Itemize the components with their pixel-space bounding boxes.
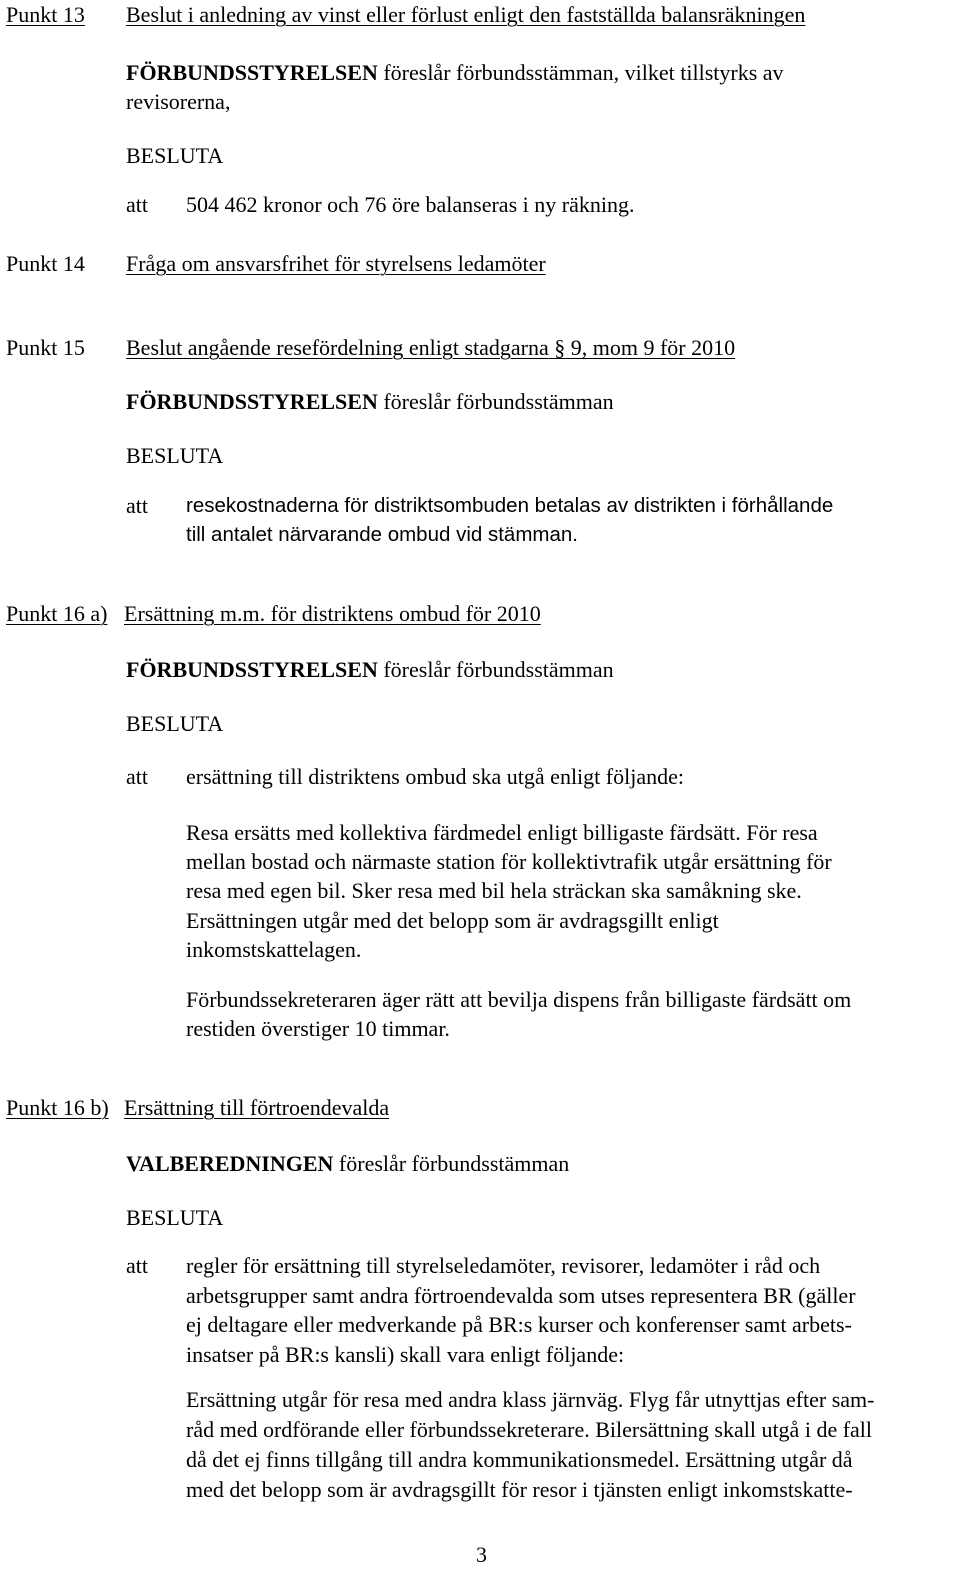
punkt-16a-title: Ersättning m.m. för distriktens ombud för 2010 xyxy=(124,601,541,626)
punkt-15-title xyxy=(126,333,735,362)
punkt-13-title: Beslut i anledning av vinst eller förlust enligt den fastställda balansräkningen xyxy=(126,2,806,27)
page-number: 3 xyxy=(476,1542,487,1567)
punkt-15-line-2: till antalet närvarande ombud vid stämman. xyxy=(186,523,578,546)
punkt-15-att: att xyxy=(126,493,148,518)
punkt-14-title: Fråga om ansvarsfrihet för styrelsens ledamöter xyxy=(126,251,546,276)
punkt-13-att: att xyxy=(126,192,148,217)
punkt-13-label: Punkt 13 xyxy=(6,2,85,27)
paragraph-line: insatser på BR:s kansli) skall vara enligt följande: xyxy=(186,1342,625,1367)
paragraph-line: råd med ordförande eller förbundssekreterare. Bilersättning skall utgå i de fall xyxy=(186,1417,873,1442)
proposal-text: föreslår förbundsstämman xyxy=(383,389,614,414)
paragraph-line: inkomstskattelagen. xyxy=(186,937,362,962)
punkt-15-proposal xyxy=(126,387,614,416)
paragraph-line: då det ej finns tillgång till andra kommunikationsmedel. Ersättning utgår då xyxy=(186,1447,853,1472)
punkt-16a-proposal xyxy=(126,655,614,684)
paragraph-line: regler för ersättning till styrelseledamöter, revisorer, ledamöter i råd och xyxy=(186,1253,821,1278)
punkt-16a-decide: BESLUTA xyxy=(126,711,224,736)
punkt-13-proposal-cont: revisorerna, xyxy=(126,89,231,114)
paragraph-line: mellan bostad och närmaste station för kollektivtrafik utgår ersättning för xyxy=(186,849,832,874)
punkt-16b-att: att xyxy=(126,1253,148,1278)
punkt-15-decide: BESLUTA xyxy=(126,443,224,468)
paragraph-line: Förbundssekreteraren äger rätt att bevilja dispens från billigaste färdsätt om xyxy=(186,987,852,1012)
punkt-16a-label: Punkt 16 a) xyxy=(6,601,108,626)
paragraph-line: arbetsgrupper samt andra förtroendevalda som utses representera BR (gäller xyxy=(186,1283,856,1308)
section-sign: § xyxy=(554,335,566,360)
proposal-text: föreslår förbundsstämman xyxy=(338,1151,570,1176)
punkt-16a-att: att xyxy=(126,764,148,789)
paragraph-line: restiden överstiger 10 timmar. xyxy=(186,1016,450,1041)
board-name: FÖRBUNDSSTYRELSEN xyxy=(126,389,378,414)
punkt-16a-text: ersättning till distriktens ombud ska utgå enligt följande: xyxy=(186,764,684,789)
paragraph-line: Ersättning utgår för resa med andra klass järnväg. Flyg får utnyttjas efter sam- xyxy=(186,1387,875,1412)
proposal-text: föreslår förbundsstämman, vilket tillstyrks av xyxy=(383,60,784,85)
punkt-13-text: 504 462 kronor och 76 öre balanseras i ny räkning. xyxy=(186,192,635,217)
paragraph-line: med det belopp som är avdragsgillt för resor i tjänsten enligt inkomstskatte- xyxy=(186,1477,853,1502)
board-name: FÖRBUNDSSTYRELSEN xyxy=(126,60,378,85)
punkt-16b-label: Punkt 16 b) xyxy=(6,1095,109,1120)
board-name: VALBEREDNINGEN xyxy=(126,1151,334,1176)
punkt-15-title-pre: Beslut angående resefördelning enligt stadgarna xyxy=(126,335,549,360)
paragraph-line: resa med egen bil. Sker resa med bil hela sträckan ska samåkning ske. xyxy=(186,878,802,903)
punkt-16b-proposal xyxy=(126,1149,569,1178)
paragraph-line: Resa ersätts med kollektiva färdmedel enligt billigaste färdsätt. För resa xyxy=(186,820,818,845)
punkt-14-label: Punkt 14 xyxy=(6,251,85,276)
punkt-16b-title: Ersättning till förtroendevalda xyxy=(124,1095,390,1120)
punkt-15-title-post: 9, mom 9 för 2010 xyxy=(570,335,736,360)
punkt-15-line-1: resekostnaderna för distriktsombuden betalas av distrikten i förhållande xyxy=(186,494,834,517)
punkt-13-decide: BESLUTA xyxy=(126,143,224,168)
paragraph-line: ej deltagare eller medverkande på BR:s kurser och konferenser samt arbets- xyxy=(186,1312,852,1337)
proposal-text: föreslår förbundsstämman xyxy=(383,657,614,682)
punkt-13-proposal xyxy=(126,58,784,87)
punkt-15-label: Punkt 15 xyxy=(6,335,85,360)
paragraph-line: Ersättningen utgår med det belopp som är avdragsgillt enligt xyxy=(186,908,719,933)
punkt-16b-decide: BESLUTA xyxy=(126,1205,224,1230)
board-name: FÖRBUNDSSTYRELSEN xyxy=(126,657,378,682)
